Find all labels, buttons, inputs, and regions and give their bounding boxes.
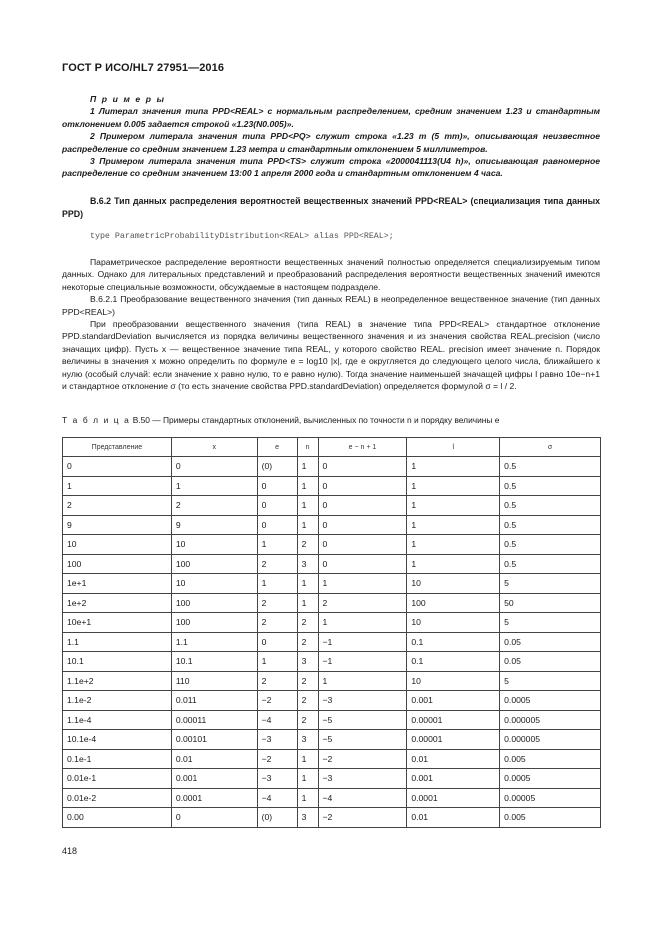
- table-cell: 1: [407, 515, 500, 535]
- table-cell: 10: [171, 574, 257, 594]
- table-cell: 2: [297, 632, 318, 652]
- page-number: 418: [62, 846, 78, 856]
- table-row: [63, 671, 601, 691]
- table-cell: 110: [171, 671, 257, 691]
- table-cell: 0.00011: [171, 710, 257, 730]
- table-row: [63, 593, 601, 613]
- table-cell: 0.00005: [500, 788, 601, 808]
- table-row: [63, 613, 601, 633]
- deviation-table: [62, 437, 601, 828]
- subsection-title: В.6.2.1 Преобразование вещественного значения (тип данных REAL) в неопределенное вещественное значение (тип данных PPD<REAL>): [62, 294, 600, 317]
- example-1: 1 Литерал значения типа PPD<REAL> с нормальным распределением, средним значением 1.23 и стандартным отклонением 0.005 задается строкой «1.23(N0.005)».: [62, 106, 600, 129]
- table-cell: 0.1: [407, 652, 500, 672]
- table-cell: −1: [318, 652, 407, 672]
- table-row: [63, 691, 601, 711]
- table-row: [63, 808, 601, 828]
- table-cell: 10e+1: [63, 613, 172, 633]
- table-cell: −2: [318, 749, 407, 769]
- table-cell: 0.5: [500, 554, 601, 574]
- table-cell: 0: [318, 496, 407, 516]
- table-cell: 0.0005: [500, 769, 601, 789]
- col-header: e − n + 1: [318, 438, 407, 457]
- table-cell: −4: [257, 710, 297, 730]
- table-cell: 1: [63, 476, 172, 496]
- table-cell: 1: [407, 496, 500, 516]
- table-row: [63, 788, 601, 808]
- table-cell: 0.1: [407, 632, 500, 652]
- table-cell: 1: [171, 476, 257, 496]
- table-cell: 10: [407, 574, 500, 594]
- table-cell: 2: [318, 593, 407, 613]
- table-cell: 1e+2: [63, 593, 172, 613]
- table-cell: 0.00001: [407, 710, 500, 730]
- table-cell: 1: [407, 535, 500, 555]
- table-cell: 2: [257, 613, 297, 633]
- table-cell: 1: [318, 671, 407, 691]
- table-cell: 100: [407, 593, 500, 613]
- table-cell: 0.01: [407, 749, 500, 769]
- table-cell: 5: [500, 574, 601, 594]
- table-cell: 1: [297, 574, 318, 594]
- table-cell: −4: [257, 788, 297, 808]
- table-cell: 0: [257, 496, 297, 516]
- table-cell: 0: [257, 632, 297, 652]
- table-cell: 100: [171, 613, 257, 633]
- table-row: [63, 730, 601, 750]
- table-cell: −4: [318, 788, 407, 808]
- table-cell: 1: [297, 749, 318, 769]
- table-cell: 3: [297, 730, 318, 750]
- table-row: [63, 535, 601, 555]
- table-cell: 0: [63, 457, 172, 477]
- table-cell: 0.01: [171, 749, 257, 769]
- table-cell: 0.01e-2: [63, 788, 172, 808]
- table-cell: 1: [257, 652, 297, 672]
- examples-title: П р и м е р ы: [90, 94, 166, 104]
- table-cell: 2: [297, 671, 318, 691]
- page-header: ГОСТ Р ИСО/HL7 27951—2016: [62, 62, 225, 74]
- table-cell: −2: [318, 808, 407, 828]
- table-cell: 10.1e-4: [63, 730, 172, 750]
- table-cell: −2: [257, 691, 297, 711]
- table-cell: −2: [257, 749, 297, 769]
- table-cell: 0: [257, 476, 297, 496]
- code-snippet: type ParametricProbabilityDistribution<REAL> alias PPD<REAL>;: [90, 232, 394, 241]
- table-cell: 10: [171, 535, 257, 555]
- table-cell: 0.011: [171, 691, 257, 711]
- table-cell: 2: [257, 671, 297, 691]
- table-cell: 0.0005: [500, 691, 601, 711]
- table-cell: 0: [318, 476, 407, 496]
- example-3: 3 Примером литерала значения типа PPD<TS> служит строка «2000041113(U4 h)», описывающая равномерное распределение со средним значением 13:00 1 апреля 2000 года и стандартным отклонением 4 часа.: [62, 156, 600, 179]
- table-cell: 1.1e+2: [63, 671, 172, 691]
- table-caption: [62, 415, 602, 425]
- table-cell: 10: [407, 613, 500, 633]
- table-header-row: [63, 438, 601, 457]
- table-cell: 3: [297, 554, 318, 574]
- table-cell: 9: [171, 515, 257, 535]
- table-row: [63, 652, 601, 672]
- table-cell: 9: [63, 515, 172, 535]
- paragraph-2: При преобразовании вещественного значения (типа REAL) в значение типа PPD<REAL> стандартное отклонение PPD.standardDeviation вычисляется из порядка величины вещественного значения и из значения свойства REAL.precision (число значащих цифр). Пусть x — вещественное значение типа REAL, у которого свойство REAL. precision имеет значение n. Порядок величины в значения x можно определить по формуле e = log10 |x|, где e округляется до следующего целого числа, ближайшего к нулю (особый случай: если значение x равно нулю, то e равно нулю). Тогда значение наименьшей значащей цифры l равно 10e−n+1 и стандартное отклонение σ (то есть значение свойства PPD.standardDeviation) определяется формулой σ = l / 2.: [62, 319, 600, 392]
- table-cell: −1: [318, 632, 407, 652]
- col-header: l: [407, 438, 500, 457]
- example-2: 2 Примером литерала значения типа PPD<PQ> служит строка «1.23 m (5 mm)», описывающая неизвестное распределение со средним значением 1.23 метра и стандартным отклонением 5 миллиметров.: [62, 131, 600, 154]
- table-row: [63, 554, 601, 574]
- table-cell: 0.0001: [407, 788, 500, 808]
- table-cell: 0.5: [500, 515, 601, 535]
- table-cell: 0.05: [500, 632, 601, 652]
- table-cell: 2: [297, 691, 318, 711]
- table-cell: 1: [297, 457, 318, 477]
- table-cell: 2: [171, 496, 257, 516]
- table-cell: 1: [407, 457, 500, 477]
- table-cell: 0: [171, 457, 257, 477]
- table-cell: 1: [257, 574, 297, 594]
- table-cell: 0: [318, 515, 407, 535]
- table-cell: 1: [297, 593, 318, 613]
- table-body: [63, 457, 601, 828]
- table-cell: 0: [257, 515, 297, 535]
- table-cell: 0.5: [500, 496, 601, 516]
- paragraph-1: Параметрическое распределение вероятности вещественных значений полностью определяется специализируемым типом данных. Однако для литеральных представлений и преобразований распределения вероятности вещественных значений имеются некоторые специальные возможности, обсуждаемые в настоящем подразделе.: [62, 257, 600, 292]
- table-cell: 5: [500, 671, 601, 691]
- table-cell: −3: [318, 769, 407, 789]
- table-cell: 0.5: [500, 535, 601, 555]
- col-header: Представление: [63, 438, 172, 457]
- table-row: [63, 710, 601, 730]
- col-header: x: [171, 438, 257, 457]
- table-cell: 1.1: [63, 632, 172, 652]
- table-row: [63, 457, 601, 477]
- table-cell: 3: [297, 652, 318, 672]
- table-cell: −3: [257, 730, 297, 750]
- table-cell: 1.1e-2: [63, 691, 172, 711]
- table-cell: 1: [407, 554, 500, 574]
- table-cell: 1: [407, 476, 500, 496]
- table-cell: −5: [318, 710, 407, 730]
- table-cell: 0.05: [500, 652, 601, 672]
- table-cell: 1e+1: [63, 574, 172, 594]
- table-cell: −5: [318, 730, 407, 750]
- table-row: [63, 769, 601, 789]
- table-cell: 0.001: [171, 769, 257, 789]
- table-cell: 1.1: [171, 632, 257, 652]
- table-cell: 0.0001: [171, 788, 257, 808]
- table-cell: 0.001: [407, 691, 500, 711]
- table-cell: 2: [63, 496, 172, 516]
- table-cell: 2: [297, 535, 318, 555]
- table-row: [63, 515, 601, 535]
- table-caption-label: Т а б л и ц а: [62, 415, 131, 425]
- table-cell: 1: [318, 613, 407, 633]
- section-title: В.6.2 Тип данных распределения вероятностей вещественных значений PPD<REAL> (специализация типа данных PPD): [62, 196, 600, 219]
- table-cell: (0): [257, 808, 297, 828]
- table-cell: 1: [297, 515, 318, 535]
- table-cell: 1: [318, 574, 407, 594]
- table-cell: 0.005: [500, 749, 601, 769]
- table-cell: 1: [297, 788, 318, 808]
- section-heading-block: [62, 195, 600, 220]
- table-cell: 0.001: [407, 769, 500, 789]
- table-cell: 0: [318, 554, 407, 574]
- table-cell: 0.5: [500, 476, 601, 496]
- section-body: [62, 256, 600, 392]
- table-cell: 0: [171, 808, 257, 828]
- table-cell: 2: [257, 554, 297, 574]
- table-cell: 1: [297, 769, 318, 789]
- table-cell: 0.5: [500, 457, 601, 477]
- table-cell: 1: [297, 476, 318, 496]
- table-cell: 0: [318, 457, 407, 477]
- table-cell: (0): [257, 457, 297, 477]
- table-cell: 50: [500, 593, 601, 613]
- table-cell: 2: [297, 710, 318, 730]
- table-cell: 1: [257, 535, 297, 555]
- table-cell: −3: [257, 769, 297, 789]
- table-row: [63, 496, 601, 516]
- table-cell: 100: [171, 554, 257, 574]
- col-header: n: [297, 438, 318, 457]
- table-cell: 0.01e-1: [63, 769, 172, 789]
- table-cell: 0.000005: [500, 710, 601, 730]
- table-cell: 2: [257, 593, 297, 613]
- table-cell: 10.1: [171, 652, 257, 672]
- table-cell: 10.1: [63, 652, 172, 672]
- table-cell: 100: [171, 593, 257, 613]
- table-cell: 0.1e-1: [63, 749, 172, 769]
- table-cell: 0.00101: [171, 730, 257, 750]
- table-cell: 0.000005: [500, 730, 601, 750]
- table-row: [63, 749, 601, 769]
- table-cell: 10: [63, 535, 172, 555]
- table-cell: 0.005: [500, 808, 601, 828]
- table-cell: 10: [407, 671, 500, 691]
- table-row: [63, 574, 601, 594]
- table-caption-text: В.50 — Примеры стандартных отклонений, вычисленных по точности n и порядку величины e: [132, 415, 500, 425]
- table-cell: 0.00: [63, 808, 172, 828]
- table-cell: 3: [297, 808, 318, 828]
- col-header: e: [257, 438, 297, 457]
- table-row: [63, 476, 601, 496]
- table-cell: 0.01: [407, 808, 500, 828]
- table-cell: 5: [500, 613, 601, 633]
- table-cell: 2: [297, 613, 318, 633]
- table-row: [63, 632, 601, 652]
- table-cell: 100: [63, 554, 172, 574]
- table-cell: 0.00001: [407, 730, 500, 750]
- table-cell: −3: [318, 691, 407, 711]
- table-cell: 1: [297, 496, 318, 516]
- table-cell: 1.1e-4: [63, 710, 172, 730]
- table-cell: 0: [318, 535, 407, 555]
- examples-block: [62, 93, 600, 180]
- col-header: σ: [500, 438, 601, 457]
